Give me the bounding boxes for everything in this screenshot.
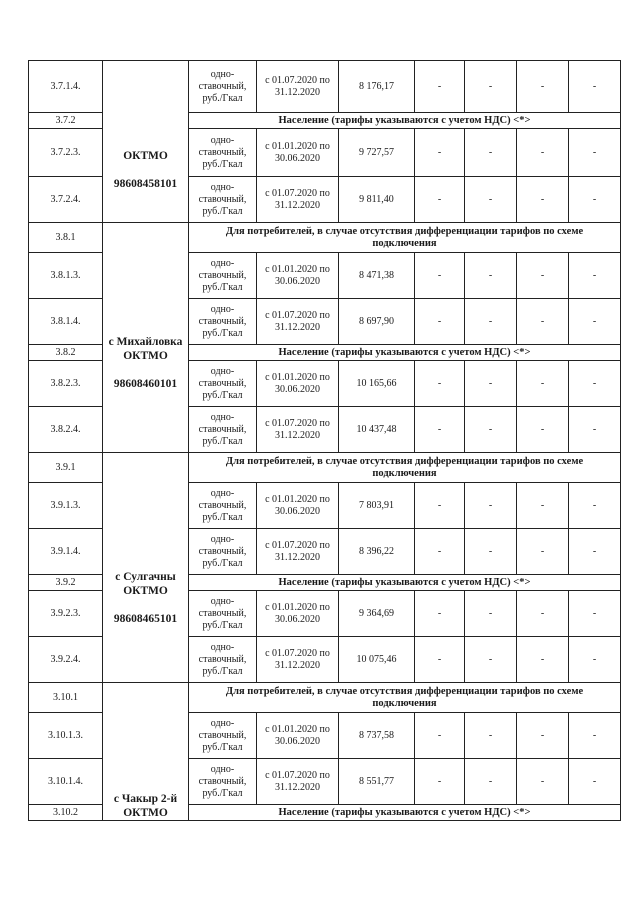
consumers-heading: Для потребителей, в случае отсутствия дифференциации тарифов по схеме подключения	[189, 453, 621, 483]
row-code: 3.9.2.3.	[29, 591, 103, 637]
empty-dash: -	[569, 177, 621, 223]
empty-dash: -	[465, 407, 517, 453]
tariff-value: 10 075,46	[339, 637, 415, 683]
unit-cell: одно-ставочный, руб./Гкал	[189, 253, 257, 299]
empty-dash: -	[517, 407, 569, 453]
empty-dash: -	[465, 483, 517, 529]
empty-dash: -	[465, 177, 517, 223]
consumers-heading: Для потребителей, в случае отсутствия дифференциации тарифов по схеме подключения	[189, 683, 621, 713]
period-cell: с 01.07.2020 по 31.12.2020	[257, 299, 339, 345]
empty-dash: -	[517, 253, 569, 299]
table-row	[29, 61, 621, 113]
empty-dash: -	[517, 637, 569, 683]
empty-dash: -	[517, 61, 569, 113]
empty-dash: -	[517, 591, 569, 637]
empty-dash: -	[569, 61, 621, 113]
empty-dash: -	[465, 299, 517, 345]
tariff-value: 10 165,66	[339, 361, 415, 407]
row-code: 3.9.2	[29, 575, 103, 591]
municipality-cell	[103, 683, 189, 821]
tariff-value: 9 727,57	[339, 129, 415, 177]
oktmo-code: 98608458101	[113, 177, 178, 190]
period-cell: с 01.01.2020 по 30.06.2020	[257, 129, 339, 177]
oktmo-label: ОКТМО	[123, 349, 168, 362]
empty-dash: -	[569, 529, 621, 575]
table-row	[29, 223, 621, 253]
period-cell: с 01.07.2020 по 31.12.2020	[257, 759, 339, 805]
row-code: 3.8.2	[29, 345, 103, 361]
tariff-value: 9 364,69	[339, 591, 415, 637]
empty-dash: -	[465, 637, 517, 683]
empty-dash: -	[569, 129, 621, 177]
empty-dash: -	[569, 591, 621, 637]
tariff-value: 7 803,91	[339, 483, 415, 529]
row-code: 3.8.1.4.	[29, 299, 103, 345]
empty-dash: -	[465, 253, 517, 299]
tariff-value: 8 697,90	[339, 299, 415, 345]
tariff-value: 8 396,22	[339, 529, 415, 575]
row-code: 3.10.2	[29, 805, 103, 821]
population-heading: Население (тарифы указываются с учетом НДС) <*>	[189, 345, 621, 361]
period-cell: с 01.07.2020 по 31.12.2020	[257, 529, 339, 575]
empty-dash: -	[415, 407, 465, 453]
population-heading: Население (тарифы указываются с учетом НДС) <*>	[189, 805, 621, 821]
population-heading: Население (тарифы указываются с учетом НДС) <*>	[189, 575, 621, 591]
empty-dash: -	[569, 713, 621, 759]
place-name: с Сулгачны	[115, 570, 176, 583]
tariff-value: 8 471,38	[339, 253, 415, 299]
unit-cell: одно-ставочный, руб./Гкал	[189, 177, 257, 223]
unit-cell: одно-ставочный, руб./Гкал	[189, 591, 257, 637]
population-heading: Население (тарифы указываются с учетом НДС) <*>	[189, 113, 621, 129]
tariff-value: 8 176,17	[339, 61, 415, 113]
unit-cell: одно-ставочный, руб./Гкал	[189, 129, 257, 177]
unit-cell: одно-ставочный, руб./Гкал	[189, 759, 257, 805]
empty-dash: -	[415, 591, 465, 637]
empty-dash: -	[465, 129, 517, 177]
oktmo-label: ОКТМО	[123, 807, 168, 819]
consumers-heading: Для потребителей, в случае отсутствия дифференциации тарифов по схеме подключения	[189, 223, 621, 253]
row-code: 3.8.1.3.	[29, 253, 103, 299]
unit-cell: одно-ставочный, руб./Гкал	[189, 299, 257, 345]
empty-dash: -	[465, 361, 517, 407]
period-cell: с 01.01.2020 по 30.06.2020	[257, 591, 339, 637]
period-cell: с 01.01.2020 по 30.06.2020	[257, 253, 339, 299]
empty-dash: -	[569, 483, 621, 529]
empty-dash: -	[569, 299, 621, 345]
empty-dash: -	[415, 529, 465, 575]
row-code: 3.7.2.3.	[29, 129, 103, 177]
empty-dash: -	[517, 759, 569, 805]
period-cell: с 01.01.2020 по 30.06.2020	[257, 713, 339, 759]
empty-dash: -	[465, 713, 517, 759]
empty-dash: -	[517, 361, 569, 407]
row-code: 3.8.2.4.	[29, 407, 103, 453]
tariff-value: 10 437,48	[339, 407, 415, 453]
place-name: с Чакыр 2-й	[113, 793, 178, 805]
empty-dash: -	[517, 299, 569, 345]
unit-cell: одно-ставочный, руб./Гкал	[189, 483, 257, 529]
empty-dash: -	[569, 407, 621, 453]
row-code: 3.8.1	[29, 223, 103, 253]
unit-cell: одно-ставочный, руб./Гкал	[189, 713, 257, 759]
period-cell: с 01.01.2020 по 30.06.2020	[257, 361, 339, 407]
unit-cell: одно-ставочный, руб./Гкал	[189, 61, 257, 113]
tariff-value: 8 737,58	[339, 713, 415, 759]
row-code: 3.10.1.4.	[29, 759, 103, 805]
empty-dash: -	[517, 713, 569, 759]
row-code: 3.10.1.3.	[29, 713, 103, 759]
row-code: 3.7.2.4.	[29, 177, 103, 223]
empty-dash: -	[415, 361, 465, 407]
place-name: с Михайловка	[108, 335, 183, 348]
empty-dash: -	[415, 637, 465, 683]
empty-dash: -	[465, 61, 517, 113]
municipality-cell	[103, 453, 189, 683]
empty-dash: -	[569, 253, 621, 299]
document-page	[8, 0, 640, 905]
row-code: 3.9.1.3.	[29, 483, 103, 529]
row-code: 3.9.1	[29, 453, 103, 483]
row-code: 3.9.1.4.	[29, 529, 103, 575]
oktmo-label: ОКТМО	[123, 149, 168, 162]
empty-dash: -	[517, 529, 569, 575]
oktmo-label: ОКТМО	[123, 584, 168, 597]
empty-dash: -	[517, 177, 569, 223]
empty-dash: -	[415, 483, 465, 529]
row-code: 3.10.1	[29, 683, 103, 713]
empty-dash: -	[569, 361, 621, 407]
period-cell: с 01.07.2020 по 31.12.2020	[257, 61, 339, 113]
municipality-cell	[103, 223, 189, 453]
tariff-value: 9 811,40	[339, 177, 415, 223]
unit-cell: одно-ставочный, руб./Гкал	[189, 407, 257, 453]
empty-dash: -	[415, 129, 465, 177]
empty-dash: -	[465, 529, 517, 575]
period-cell: с 01.07.2020 по 31.12.2020	[257, 407, 339, 453]
oktmo-code: 98608465101	[113, 612, 178, 625]
period-cell: с 01.01.2020 по 30.06.2020	[257, 483, 339, 529]
empty-dash: -	[415, 177, 465, 223]
empty-dash: -	[415, 299, 465, 345]
period-cell: с 01.07.2020 по 31.12.2020	[257, 637, 339, 683]
row-code: 3.9.2.4.	[29, 637, 103, 683]
empty-dash: -	[415, 713, 465, 759]
unit-cell: одно-ставочный, руб./Гкал	[189, 361, 257, 407]
empty-dash: -	[465, 759, 517, 805]
tariff-value: 8 551,77	[339, 759, 415, 805]
empty-dash: -	[415, 253, 465, 299]
row-code: 3.8.2.3.	[29, 361, 103, 407]
period-cell: с 01.07.2020 по 31.12.2020	[257, 177, 339, 223]
unit-cell: одно-ставочный, руб./Гкал	[189, 529, 257, 575]
row-code: 3.7.2	[29, 113, 103, 129]
empty-dash: -	[569, 637, 621, 683]
table-row	[29, 453, 621, 483]
empty-dash: -	[517, 483, 569, 529]
empty-dash: -	[415, 61, 465, 113]
municipality-cell	[103, 61, 189, 223]
table-row	[29, 683, 621, 713]
tariff-table	[28, 60, 621, 821]
empty-dash: -	[517, 129, 569, 177]
row-code: 3.7.1.4.	[29, 61, 103, 113]
empty-dash: -	[569, 759, 621, 805]
oktmo-code: 98608460101	[113, 377, 178, 390]
unit-cell: одно-ставочный, руб./Гкал	[189, 637, 257, 683]
empty-dash: -	[415, 759, 465, 805]
empty-dash: -	[465, 591, 517, 637]
